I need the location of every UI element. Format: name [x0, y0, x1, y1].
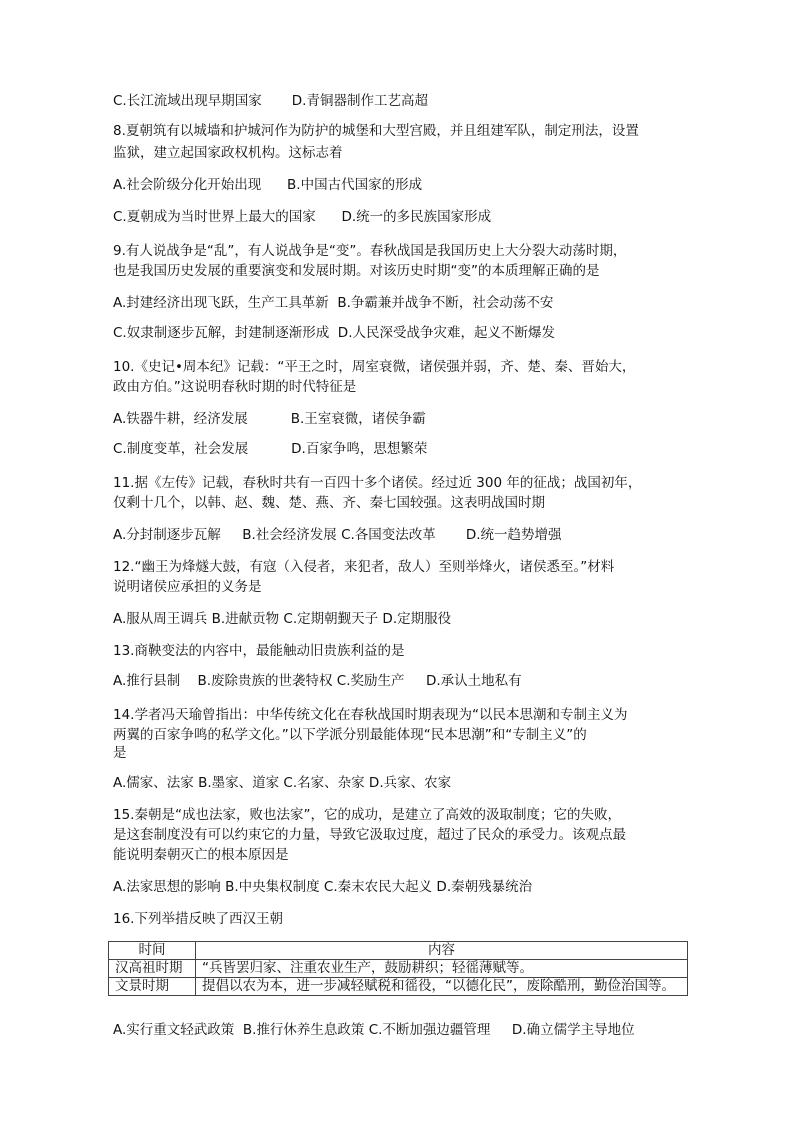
text-line: A.服从周王调兵 B.进献贡物 C.定期朝觐天子 D.定期服役	[113, 611, 452, 627]
text-line: 是这套制度没有可以约束它的力量，导致它汲取过度，超过了民众的承受力。该观点最	[113, 827, 626, 843]
text-line: 14.学者冯天瑜曾指出：中华传统文化在春秋战国时期表现为“以民本思潮和专制主义为	[113, 707, 628, 723]
text-line: 也是我国历史发展的重要演变和发展时期。对该历史时期“变”的本质理解正确的是	[113, 263, 600, 279]
text-line: A.封建经济出现飞跃，生产工具革新 B.争霸兼并战争不断，社会动荡不安	[113, 295, 554, 311]
table-cell-content: 提倡以农为本，进一步减轻赋税和徭役，“以德化民”，废除酷刑，勤俭治国等。	[196, 978, 688, 996]
table-cell-time: 文景时期	[109, 978, 196, 996]
text-line: A.法家思想的影响 B.中央集权制度 C.秦末农民大起义 D.秦朝残暴统治	[113, 879, 533, 895]
text-line: 10.《史记•周本纪》记载：“平王之时，周室衰微，诸侯强并弱，齐、楚、秦、晋始大，	[113, 359, 636, 375]
text-line: 12.“幽王为烽燧大鼓，有寇（入侵者，来犯者，敌人）至则举烽火，诸侯悉至。”材料	[113, 559, 615, 575]
text-line: 政由方伯。”这说明春秋时期的时代特征是	[113, 379, 357, 395]
history-measures-table	[108, 941, 688, 996]
table-cell-time: 汉高祖时期	[109, 960, 196, 978]
text-line: A.推行县制 B.废除贵族的世袭特权 C.奖励生产 D.承认土地私有	[113, 673, 522, 689]
text-line: 16.下列举措反映了西汉王朝	[113, 911, 283, 927]
text-line: 两翼的百家争鸣的私学文化。”以下学派分别最能体现“民本思潮”和“专制主义”的	[113, 727, 587, 743]
text-line: A.社会阶级分化开始出现 B.中国古代国家的形成	[113, 177, 423, 193]
text-line: 15.秦朝是“成也法家，败也法家”，它的成功，是建立了高效的汲取制度；它的失败，	[113, 807, 621, 823]
table-header-row	[109, 942, 688, 960]
text-line: 是	[113, 745, 127, 761]
text-line: 11.据《左传》记载，春秋时共有一百四十多个诸侯。经过近 300 年的征战；战国初年，	[113, 475, 642, 491]
table-header-time: 时间	[109, 942, 196, 960]
table-cell-content: “兵皆罢归家、注重农业生产，鼓励耕织；轻徭薄赋等。	[196, 960, 688, 978]
text-line: 9.有人说战争是“乱”，有人说战争是“变”。春秋战国是我国历史上大分裂大动荡时期，	[113, 243, 627, 259]
text-line: C.奴隶制逐步瓦解，封建制逐渐形成 D.人民深受战争灾难，起义不断爆发	[113, 325, 555, 341]
text-line: 8.夏朝筑有以城墙和护城河作为防护的城堡和大型宫殿，并且组建军队，制定刑法，设置	[113, 123, 639, 139]
text-line: 监狱，建立起国家政权机构。这标志着	[113, 145, 343, 161]
table-row	[109, 960, 688, 978]
text-line: 能说明秦朝灭亡的根本原因是	[113, 847, 289, 863]
table-header-content: 内容	[196, 942, 688, 960]
text-line: A.铁器牛耕，经济发展 B.王室衰微，诸侯争霸	[113, 411, 426, 427]
text-line: A.儒家、法家 B.墨家、道家 C.名家、杂家 D.兵家、农家	[113, 775, 452, 791]
text-line: C.长江流域出现早期国家 D.青铜器制作工艺高超	[113, 93, 428, 109]
text-line: C.夏朝成为当时世界上最大的国家 D.统一的多民族国家形成	[113, 209, 492, 225]
text-line: 仅剩十几个，以韩、赵、魏、楚、燕、齐、秦七国较强。这表明战国时期	[113, 495, 545, 511]
text-line: 13.商鞅变法的内容中，最能触动旧贵族利益的是	[113, 643, 405, 659]
text-line: 说明诸侯应承担的义务是	[113, 579, 262, 595]
question-16-options: A.实行重文轻武政策 B.推行休养生息政策 C.不断加强边疆管理 D.确立儒学主导地位	[113, 1022, 635, 1038]
text-line: C.制度变革，社会发展 D.百家争鸣，思想繁荣	[113, 441, 428, 457]
text-line: A.分封制逐步瓦解 B.社会经济发展 C.各国变法改革 D.统一趋势增强	[113, 527, 562, 543]
table-row	[109, 978, 688, 996]
